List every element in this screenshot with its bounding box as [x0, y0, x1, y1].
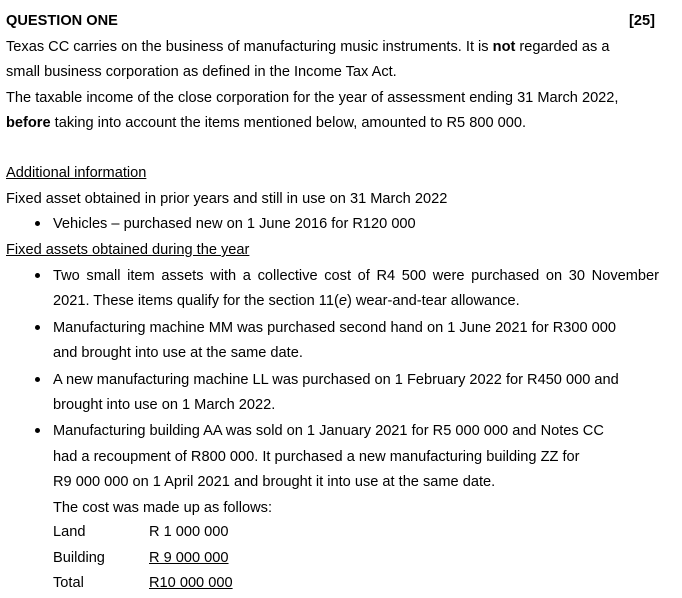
intro-line-1: [6, 39, 609, 56]
small-items-line-2: [53, 293, 520, 310]
question-title: QUESTION ONE: [6, 13, 118, 29]
prior-assets-heading: Fixed asset obtained in prior years and still in use on 31 March 2022: [6, 191, 448, 207]
bullet-icon: [35, 428, 40, 433]
cost-label-total: Total: [53, 575, 84, 591]
intro-line-1-post: regarded as a: [515, 39, 610, 55]
intro-not-emphasis: not: [492, 39, 516, 55]
bullet-icon: [35, 377, 40, 382]
building-line-2: had a recoupment of R800 000. It purchased a new manufacturing building ZZ for: [53, 449, 580, 465]
building-line-4: The cost was made up as follows:: [53, 500, 273, 516]
cost-value-building: R 9 000 000: [149, 550, 229, 566]
intro-line-4: [6, 115, 526, 132]
cost-label-building: Building: [53, 550, 105, 566]
intro-line-2: small business corporation as defined in the Income Tax Act.: [6, 64, 397, 80]
intro-line-3: The taxable income of the close corporation for the year of assessment ending 31 March 2022,: [6, 90, 619, 106]
prior-vehicles-item: Vehicles – purchased new on 1 June 2016 for R120 000: [53, 216, 416, 232]
small-items-line-1-text: Two small item assets with a collective cost of R4 500 were purchased on 30 November: [53, 268, 659, 284]
bullet-icon: [35, 273, 40, 278]
machine-ll-line-1: A new manufacturing machine LL was purchased on 1 February 2022 for R450 000 and: [53, 372, 619, 388]
cost-value-total: R10 000 000: [149, 575, 233, 591]
bullet-icon: [35, 325, 40, 330]
building-line-1: Manufacturing building AA was sold on 1 January 2021 for R5 000 000 and Notes CC: [53, 423, 604, 439]
current-assets-heading: Fixed assets obtained during the year: [6, 242, 250, 258]
small-items-line-1: [53, 268, 659, 285]
section-letter: e: [338, 293, 347, 309]
additional-info-heading: Additional information: [6, 165, 147, 181]
cost-value-land: R 1 000 000: [149, 524, 229, 540]
building-line-3: R9 000 000 on 1 April 2021 and brought it into use at the same date.: [53, 474, 496, 490]
small-items-line-2-post: ) wear-and-tear allowance.: [346, 293, 520, 309]
bullet-icon: [35, 221, 40, 226]
small-items-line-2-pre: 2021. These items qualify for the section 11(: [53, 293, 339, 309]
intro-line-1-pre: Texas CC carries on the business of manufacturing music instruments. It is: [6, 39, 493, 55]
intro-line-4-post: taking into account the items mentioned below, amounted to R5 800 000.: [50, 115, 527, 131]
machine-mm-line-2: and brought into use at the same date.: [53, 345, 303, 361]
intro-before-emphasis: before: [6, 115, 51, 131]
machine-mm-line-1: Manufacturing machine MM was purchased second hand on 1 June 2021 for R300 000: [53, 320, 617, 336]
question-marks: [25]: [629, 13, 655, 29]
machine-ll-line-2: brought into use on 1 March 2022.: [53, 397, 276, 413]
cost-label-land: Land: [53, 524, 86, 540]
